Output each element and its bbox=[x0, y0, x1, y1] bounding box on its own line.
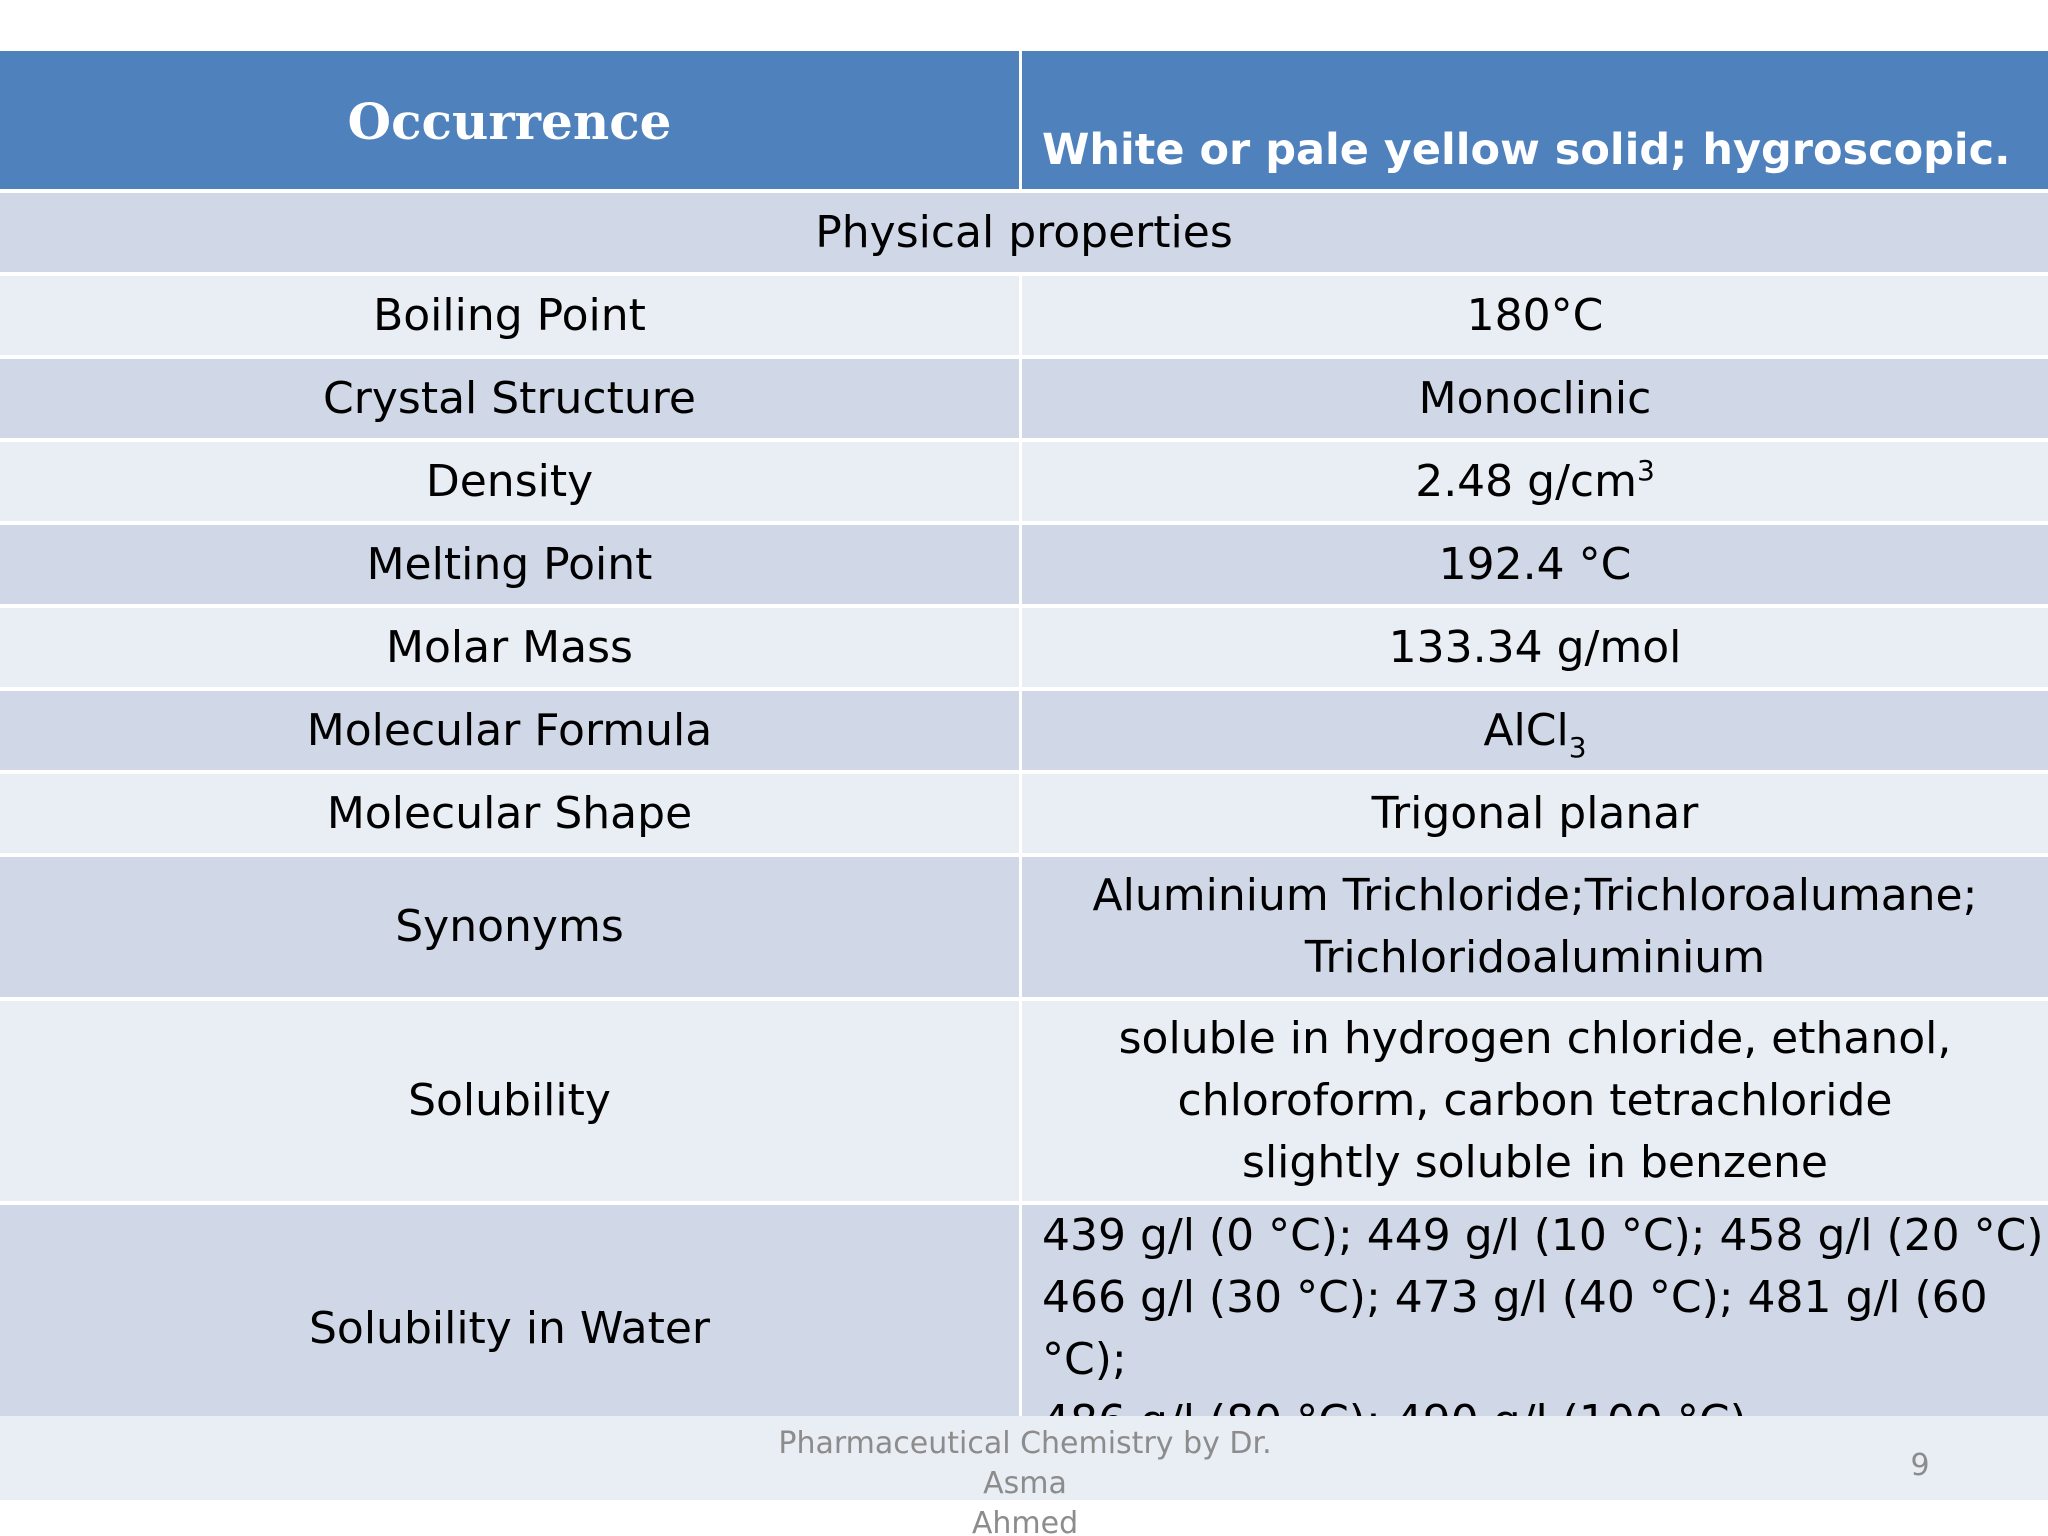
property-label: Solubility in Water bbox=[0, 1205, 1022, 1457]
property-label: Melting Point bbox=[0, 525, 1022, 608]
section-title: Physical properties bbox=[0, 193, 2048, 276]
properties-table bbox=[0, 51, 2048, 1457]
value-line: slightly soluble in benzene bbox=[1242, 1137, 1828, 1188]
property-label: Synonyms bbox=[0, 857, 1022, 1001]
table-row bbox=[0, 857, 2048, 1001]
slide-footer bbox=[0, 1416, 2048, 1536]
property-value: 192.4 °C bbox=[1022, 525, 2048, 608]
property-label: Boiling Point bbox=[0, 276, 1022, 359]
formula-value: AlCl bbox=[1483, 704, 1569, 756]
value-line: chloroform, carbon tetrachloride bbox=[1177, 1075, 1893, 1126]
page-number: 9 bbox=[1910, 1448, 1930, 1483]
property-label: Molecular Formula bbox=[0, 691, 1022, 774]
formula-subscript: 3 bbox=[1568, 730, 1587, 764]
table-row bbox=[0, 774, 2048, 857]
footer-line: Pharmaceutical Chemistry by Dr. Asma bbox=[778, 1426, 1272, 1501]
property-value: 133.34 g/mol bbox=[1022, 608, 2048, 691]
table-row bbox=[0, 359, 2048, 442]
density-superscript: 3 bbox=[1636, 453, 1655, 487]
footer-line: Ahmed bbox=[971, 1506, 1079, 1536]
header-label: Occurrence bbox=[0, 51, 1022, 193]
value-line: Trichloridoaluminium bbox=[1304, 932, 1766, 983]
property-value: Monoclinic bbox=[1022, 359, 2048, 442]
table-header-row bbox=[0, 51, 2048, 193]
property-label: Molecular Shape bbox=[0, 774, 1022, 857]
table-row bbox=[0, 442, 2048, 525]
section-row bbox=[0, 193, 2048, 276]
table-row bbox=[0, 276, 2048, 359]
property-value: 180°C bbox=[1022, 276, 2048, 359]
property-label: Crystal Structure bbox=[0, 359, 1022, 442]
density-value: 2.48 g/cm bbox=[1415, 455, 1637, 507]
property-value bbox=[1022, 1001, 2048, 1205]
property-label: Density bbox=[0, 442, 1022, 525]
table-row bbox=[0, 608, 2048, 691]
property-value bbox=[1022, 857, 2048, 1001]
property-value bbox=[1022, 691, 2048, 774]
value-line: soluble in hydrogen chloride, ethanol, bbox=[1118, 1013, 1952, 1064]
table-row bbox=[0, 525, 2048, 608]
property-value: Trigonal planar bbox=[1022, 774, 2048, 857]
property-label: Molar Mass bbox=[0, 608, 1022, 691]
table-row bbox=[0, 691, 2048, 774]
property-value bbox=[1022, 442, 2048, 525]
table-row bbox=[0, 1001, 2048, 1205]
value-line: 466 g/l (30 °C); 473 g/l (40 °C); 481 g/l (60 °C); bbox=[1042, 1272, 1988, 1385]
footer-text bbox=[740, 1424, 1310, 1536]
value-line: 439 g/l (0 °C); 449 g/l (10 °C); 458 g/l (20 °C) bbox=[1042, 1210, 2044, 1261]
value-line: Aluminium Trichloride;Trichloroalumane; bbox=[1092, 870, 1978, 921]
header-value: White or pale yellow solid; hygroscopic. bbox=[1022, 51, 2048, 193]
property-label: Solubility bbox=[0, 1001, 1022, 1205]
